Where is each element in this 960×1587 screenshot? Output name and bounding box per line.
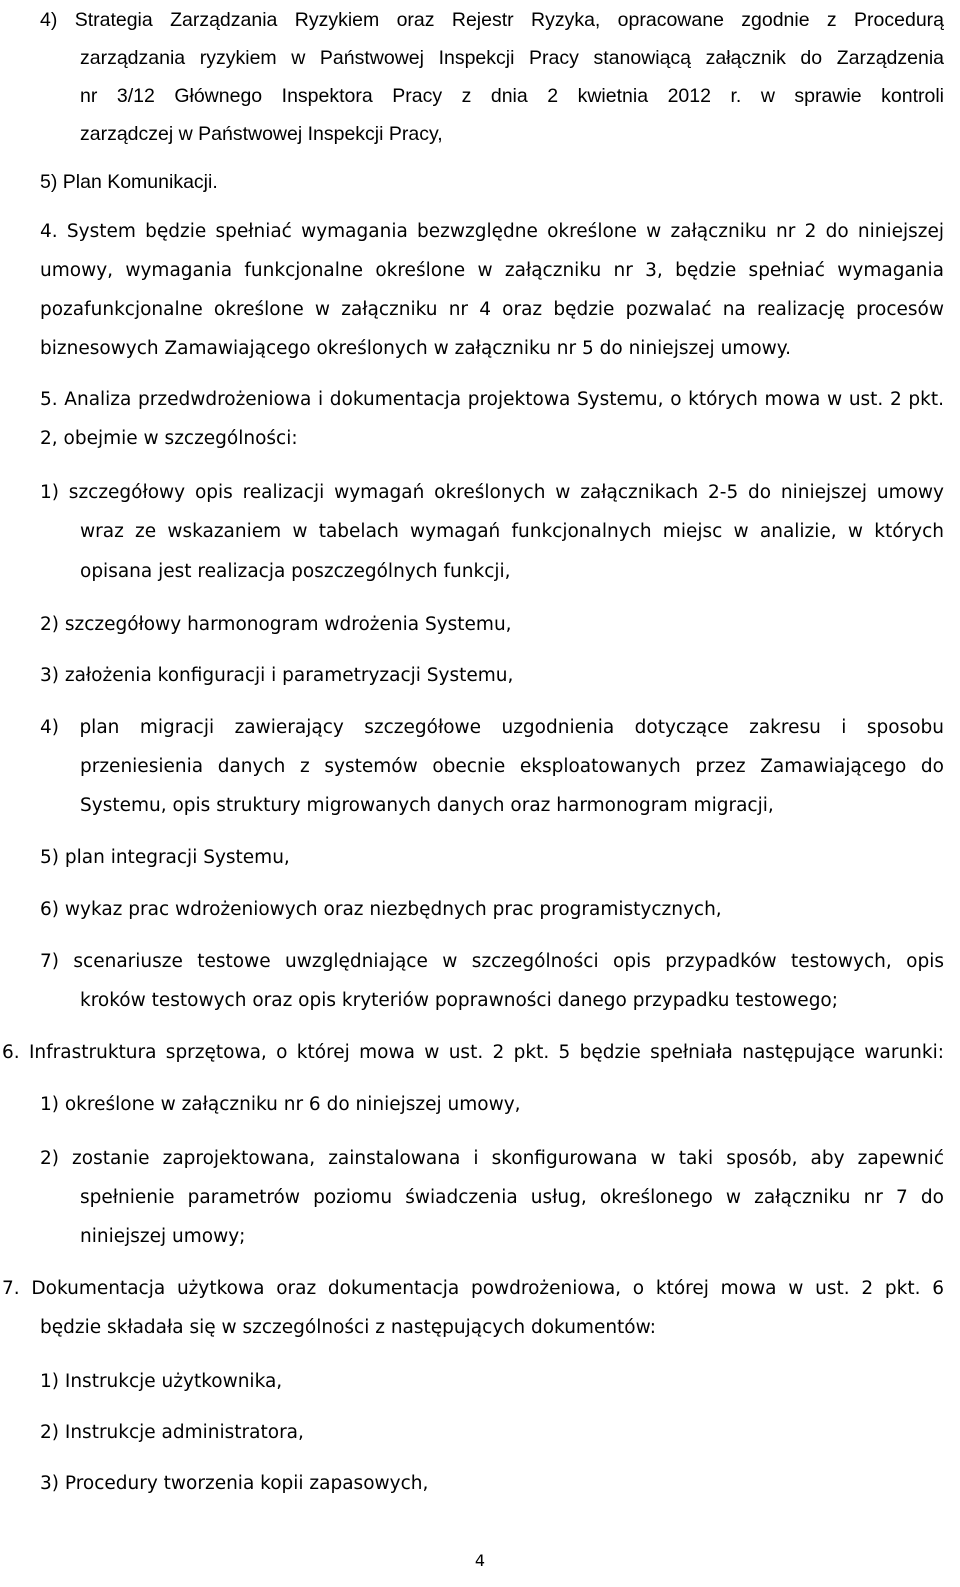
text-line: biznesowych Zamawiającego określonych w załączniku nr 5 do niniejszej umowy.: [40, 338, 791, 359]
text-line: 1) Instrukcje użytkownika,: [40, 1371, 283, 1392]
text-line: zarządczej w Państwowej Inspekcji Pracy,: [80, 123, 443, 145]
text-line: kroków testowych oraz opis kryteriów poprawności danego przypadku testowego;: [80, 990, 838, 1011]
text-line: 7) scenariusze testowe uwzględniające w szczególności opis przypadków testowych, opis: [40, 951, 944, 972]
text-line: spełnienie parametrów poziomu świadczenia usług, określonego w załączniku nr 7 do: [80, 1187, 944, 1208]
text-line: 1) określone w załączniku nr 6 do niniejszej umowy,: [40, 1094, 521, 1115]
text-line: 5) Plan Komunikacji.: [40, 171, 218, 193]
text-line: wraz ze wskazaniem w tabelach wymagań funkcjonalnych miejsc w analizie, w których: [80, 521, 944, 542]
text-line: 5) plan integracji Systemu,: [40, 847, 290, 868]
text-line: 5. Analiza przedwdrożeniowa i dokumentacja projektowa Systemu, o których mowa w ust. 2 pkt.: [40, 389, 944, 410]
text-line: nr 3/12 Głównego Inspektora Pracy z dnia 2 kwietnia 2012 r. w sprawie kontroli: [80, 85, 944, 107]
text-line: 2, obejmie w szczególności:: [40, 428, 298, 449]
text-line: 4) Strategia Zarządzania Ryzykiem oraz Rejestr Ryzyka, opracowane zgodnie z Procedurą: [40, 9, 944, 31]
text-line: 3) Procedury tworzenia kopii zapasowych,: [40, 1473, 429, 1494]
text-line: 2) zostanie zaprojektowana, zainstalowana i skonfigurowana w taki sposób, aby zapewnić: [40, 1148, 944, 1169]
text-line: opisana jest realizacja poszczególnych funkcji,: [80, 561, 511, 582]
text-line: 6. Infrastruktura sprzętowa, o której mowa w ust. 2 pkt. 5 będzie spełniała następujące warunki:: [2, 1042, 944, 1063]
text-line: 7. Dokumentacja użytkowa oraz dokumentacja powdrożeniowa, o której mowa w ust. 2 pkt. 6: [2, 1278, 944, 1299]
text-line: 1) szczegółowy opis realizacji wymagań określonych w załącznikach 2-5 do niniejszej umowy: [40, 482, 944, 503]
text-line: zarządzania ryzykiem w Państwowej Inspekcji Pracy stanowiącą załącznik do Zarządzenia: [80, 47, 944, 69]
text-line: przeniesienia danych z systemów obecnie eksploatowanych przez Zamawiającego do: [80, 756, 944, 777]
text-line: Systemu, opis struktury migrowanych danych oraz harmonogram migracji,: [80, 795, 774, 816]
text-line: będzie składała się w szczególności z następujących dokumentów:: [40, 1317, 656, 1338]
text-line: 6) wykaz prac wdrożeniowych oraz niezbędnych prac programistycznych,: [40, 899, 722, 920]
text-line: 2) szczegółowy harmonogram wdrożenia Systemu,: [40, 614, 512, 635]
text-line: niniejszej umowy;: [80, 1226, 246, 1247]
text-line: 3) założenia konfiguracji i parametryzacji Systemu,: [40, 665, 514, 686]
text-line: 2) Instrukcje administratora,: [40, 1422, 304, 1443]
text-line: 4) plan migracji zawierający szczegółowe uzgodnienia dotyczące zakresu i sposobu: [40, 717, 944, 738]
text-line: 4. System będzie spełniać wymagania bezwzględne określone w załączniku nr 2 do niniejszej: [40, 221, 944, 242]
text-line: pozafunkcjonalne określone w załączniku nr 4 oraz będzie pozwalać na realizację procesów: [40, 299, 944, 320]
page-number: 4: [474, 1551, 486, 1570]
text-line: umowy, wymagania funkcjonalne określone w załączniku nr 3, będzie spełniać wymagania: [40, 260, 944, 281]
